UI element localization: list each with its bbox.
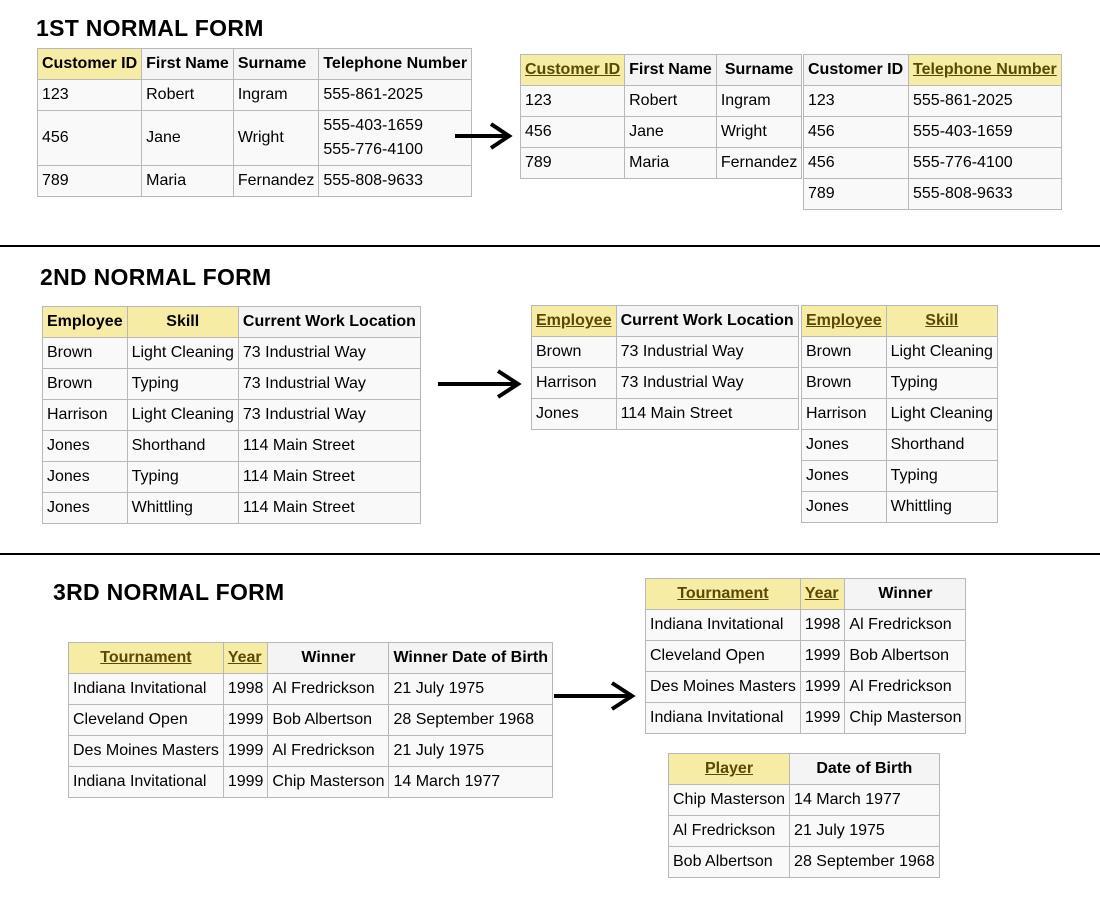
cell: Light Cleaning [127, 338, 238, 369]
table-row [669, 847, 940, 878]
col-header-text: Tournament [677, 585, 769, 602]
col-header-text: Year [804, 585, 839, 602]
table-row [521, 86, 802, 117]
cell: 28 September 1968 [389, 705, 553, 736]
cell: 456 [38, 111, 142, 166]
cell: 73 Industrial Way [616, 337, 798, 368]
cell: 114 Main Street [616, 399, 798, 430]
table-row [802, 399, 998, 430]
col-header [646, 579, 801, 610]
cell: Typing [886, 368, 997, 399]
table-row [69, 705, 553, 736]
cell: Brown [532, 337, 617, 368]
cell: Cleveland Open [69, 705, 224, 736]
table-1nf-customers [520, 54, 802, 179]
header-row [38, 49, 472, 80]
cell: 123 [38, 80, 142, 111]
cell: Jones [43, 493, 128, 524]
table-row [646, 703, 966, 734]
cell: 73 Industrial Way [238, 369, 420, 400]
col-header: Telephone Number [319, 49, 472, 80]
col-header [886, 306, 997, 337]
header-row [804, 55, 1062, 86]
header-row [43, 307, 421, 338]
table-1nf-phones [803, 54, 1062, 210]
cell: Ingram [716, 86, 802, 117]
cell: Brown [43, 369, 128, 400]
table-3nf-players [668, 753, 940, 878]
cell: Jones [43, 462, 128, 493]
header-row [802, 306, 998, 337]
table-row [802, 368, 998, 399]
cell: Shorthand [127, 431, 238, 462]
table-row [532, 399, 799, 430]
col-header: Surname [233, 49, 319, 80]
table-row [43, 400, 421, 431]
cell: Jones [802, 430, 887, 461]
table-row [804, 148, 1062, 179]
cell: 555-776-4100 [909, 148, 1062, 179]
cell: Harrison [532, 368, 617, 399]
cell: 114 Main Street [238, 462, 420, 493]
cell: 456 [804, 117, 909, 148]
cell: 73 Industrial Way [616, 368, 798, 399]
cell: Shorthand [886, 430, 997, 461]
col-header [69, 643, 224, 674]
col-header: Winner Date of Birth [389, 643, 553, 674]
cell: Chip Masterson [845, 703, 966, 734]
right-arrow-icon [453, 121, 513, 151]
table-row [802, 461, 998, 492]
table-1nf-before [37, 48, 472, 197]
cell: Fernandez [233, 166, 319, 197]
col-header-text: Employee [536, 312, 612, 329]
table-row [43, 431, 421, 462]
header-row [532, 306, 799, 337]
cell: Jones [802, 461, 887, 492]
col-header: First Name [625, 55, 717, 86]
col-header: Employee [43, 307, 128, 338]
cell: 1999 [800, 703, 845, 734]
cell: Maria [142, 166, 234, 197]
cell: Al Fredrickson [845, 610, 966, 641]
table-row [532, 368, 799, 399]
cell: Bob Albertson [669, 847, 790, 878]
col-header-text: Year [227, 649, 262, 666]
table-row [69, 674, 553, 705]
table-row [804, 86, 1062, 117]
cell: Jones [802, 492, 887, 523]
table-row [669, 816, 940, 847]
cell: Brown [802, 368, 887, 399]
col-header-text: Telephone Number [913, 61, 1057, 78]
table-row [521, 117, 802, 148]
table-row [43, 338, 421, 369]
table-row [43, 369, 421, 400]
col-header [532, 306, 617, 337]
cell: 789 [38, 166, 142, 197]
cell: Bob Albertson [268, 705, 389, 736]
table-row [646, 672, 966, 703]
col-header [521, 55, 625, 86]
cell: 21 July 1975 [790, 816, 940, 847]
cell: Robert [625, 86, 717, 117]
table-row [521, 148, 802, 179]
col-header [800, 579, 845, 610]
cell: 555-808-9633 [319, 166, 472, 197]
col-header: Current Work Location [238, 307, 420, 338]
col-header: Winner [268, 643, 389, 674]
table-2nf-locations [531, 305, 799, 430]
cell: 789 [521, 148, 625, 179]
col-header-text: Tournament [100, 649, 192, 666]
table-3nf-winners [645, 578, 966, 734]
cell: Jane [142, 111, 234, 166]
cell: 14 March 1977 [790, 785, 940, 816]
table-2nf-before [42, 306, 421, 524]
cell: 555-808-9633 [909, 179, 1062, 210]
cell: 73 Industrial Way [238, 338, 420, 369]
col-header-text: Customer ID [525, 61, 621, 78]
header-row [69, 643, 553, 674]
header-row [669, 754, 940, 785]
table-row [804, 117, 1062, 148]
cell: 28 September 1968 [790, 847, 940, 878]
cell: Whittling [127, 493, 238, 524]
table-row [69, 736, 553, 767]
table-row [646, 610, 966, 641]
col-header [669, 754, 790, 785]
table-row [69, 767, 553, 798]
cell: 555-861-2025 [909, 86, 1062, 117]
col-header: First Name [142, 49, 234, 80]
cell: 21 July 1975 [389, 674, 553, 705]
cell: Harrison [802, 399, 887, 430]
col-header [909, 55, 1062, 86]
cell: Jane [625, 117, 717, 148]
cell: 123 [521, 86, 625, 117]
col-header: Date of Birth [790, 754, 940, 785]
col-header: Surname [716, 55, 802, 86]
cell: Light Cleaning [886, 337, 997, 368]
cell: 73 Industrial Way [238, 400, 420, 431]
cell: 1999 [800, 672, 845, 703]
table-row [38, 111, 472, 166]
cell: 14 March 1977 [389, 767, 553, 798]
col-header-text: Employee [806, 312, 882, 329]
cell: Light Cleaning [127, 400, 238, 431]
cell: Bob Albertson [845, 641, 966, 672]
table-row [43, 493, 421, 524]
cell: Chip Masterson [268, 767, 389, 798]
cell: Al Fredrickson [845, 672, 966, 703]
heading-3nf: 3RD NORMAL FORM [53, 579, 285, 605]
section-divider [0, 553, 1100, 555]
col-header [223, 643, 268, 674]
cell: 1998 [223, 674, 268, 705]
cell: 456 [521, 117, 625, 148]
header-row [646, 579, 966, 610]
cell: 1998 [800, 610, 845, 641]
table-row [38, 166, 472, 197]
heading-1nf: 1ST NORMAL FORM [36, 15, 264, 41]
cell: Maria [625, 148, 717, 179]
col-header: Winner [845, 579, 966, 610]
col-header: Customer ID [804, 55, 909, 86]
cell: 1999 [223, 705, 268, 736]
section-divider [0, 245, 1100, 247]
col-header: Skill [127, 307, 238, 338]
col-header: Current Work Location [616, 306, 798, 337]
cell: 555-861-2025 [319, 80, 472, 111]
table-2nf-skills [801, 305, 998, 523]
cell: Cleveland Open [646, 641, 801, 672]
cell: 114 Main Street [238, 431, 420, 462]
cell: Al Fredrickson [268, 674, 389, 705]
cell: Robert [142, 80, 234, 111]
table-3nf-before [68, 642, 553, 798]
cell: Fernandez [716, 148, 802, 179]
cell: Brown [802, 337, 887, 368]
cell: 114 Main Street [238, 493, 420, 524]
cell: 1999 [223, 767, 268, 798]
cell: Indiana Invitational [69, 674, 224, 705]
table-row [804, 179, 1062, 210]
cell: 21 July 1975 [389, 736, 553, 767]
cell: 1999 [800, 641, 845, 672]
col-header [802, 306, 887, 337]
cell: 555-403-1659 [909, 117, 1062, 148]
cell: Indiana Invitational [646, 610, 801, 641]
right-arrow-icon [552, 680, 636, 712]
heading-2nf: 2ND NORMAL FORM [40, 264, 272, 290]
col-header-text: Skill [925, 312, 959, 329]
cell: Chip Masterson [669, 785, 790, 816]
cell: Brown [43, 338, 128, 369]
table-row [38, 80, 472, 111]
table-row [802, 430, 998, 461]
cell: Ingram [233, 80, 319, 111]
phone-line: 555-403-1659 [323, 117, 423, 134]
table-row [646, 641, 966, 672]
phone-line: 555-776-4100 [323, 141, 423, 158]
table-row [43, 462, 421, 493]
table-row [802, 337, 998, 368]
cell: 789 [804, 179, 909, 210]
table-row [669, 785, 940, 816]
cell: Whittling [886, 492, 997, 523]
cell: Wright [233, 111, 319, 166]
header-row [521, 55, 802, 86]
col-header: Customer ID [38, 49, 142, 80]
right-arrow-icon [436, 368, 522, 400]
cell: Wright [716, 117, 802, 148]
cell: Light Cleaning [886, 399, 997, 430]
cell: Indiana Invitational [69, 767, 224, 798]
cell: Des Moines Masters [646, 672, 801, 703]
cell: Al Fredrickson [268, 736, 389, 767]
cell: Jones [532, 399, 617, 430]
cell: 456 [804, 148, 909, 179]
cell: 123 [804, 86, 909, 117]
cell: Jones [43, 431, 128, 462]
table-row [802, 492, 998, 523]
table-row [532, 337, 799, 368]
cell: Indiana Invitational [646, 703, 801, 734]
cell: Des Moines Masters [69, 736, 224, 767]
cell: Typing [127, 462, 238, 493]
cell [319, 111, 472, 166]
cell: Typing [127, 369, 238, 400]
cell: 1999 [223, 736, 268, 767]
col-header-text: Player [705, 760, 754, 777]
cell: Al Fredrickson [669, 816, 790, 847]
cell: Harrison [43, 400, 128, 431]
cell: Typing [886, 461, 997, 492]
